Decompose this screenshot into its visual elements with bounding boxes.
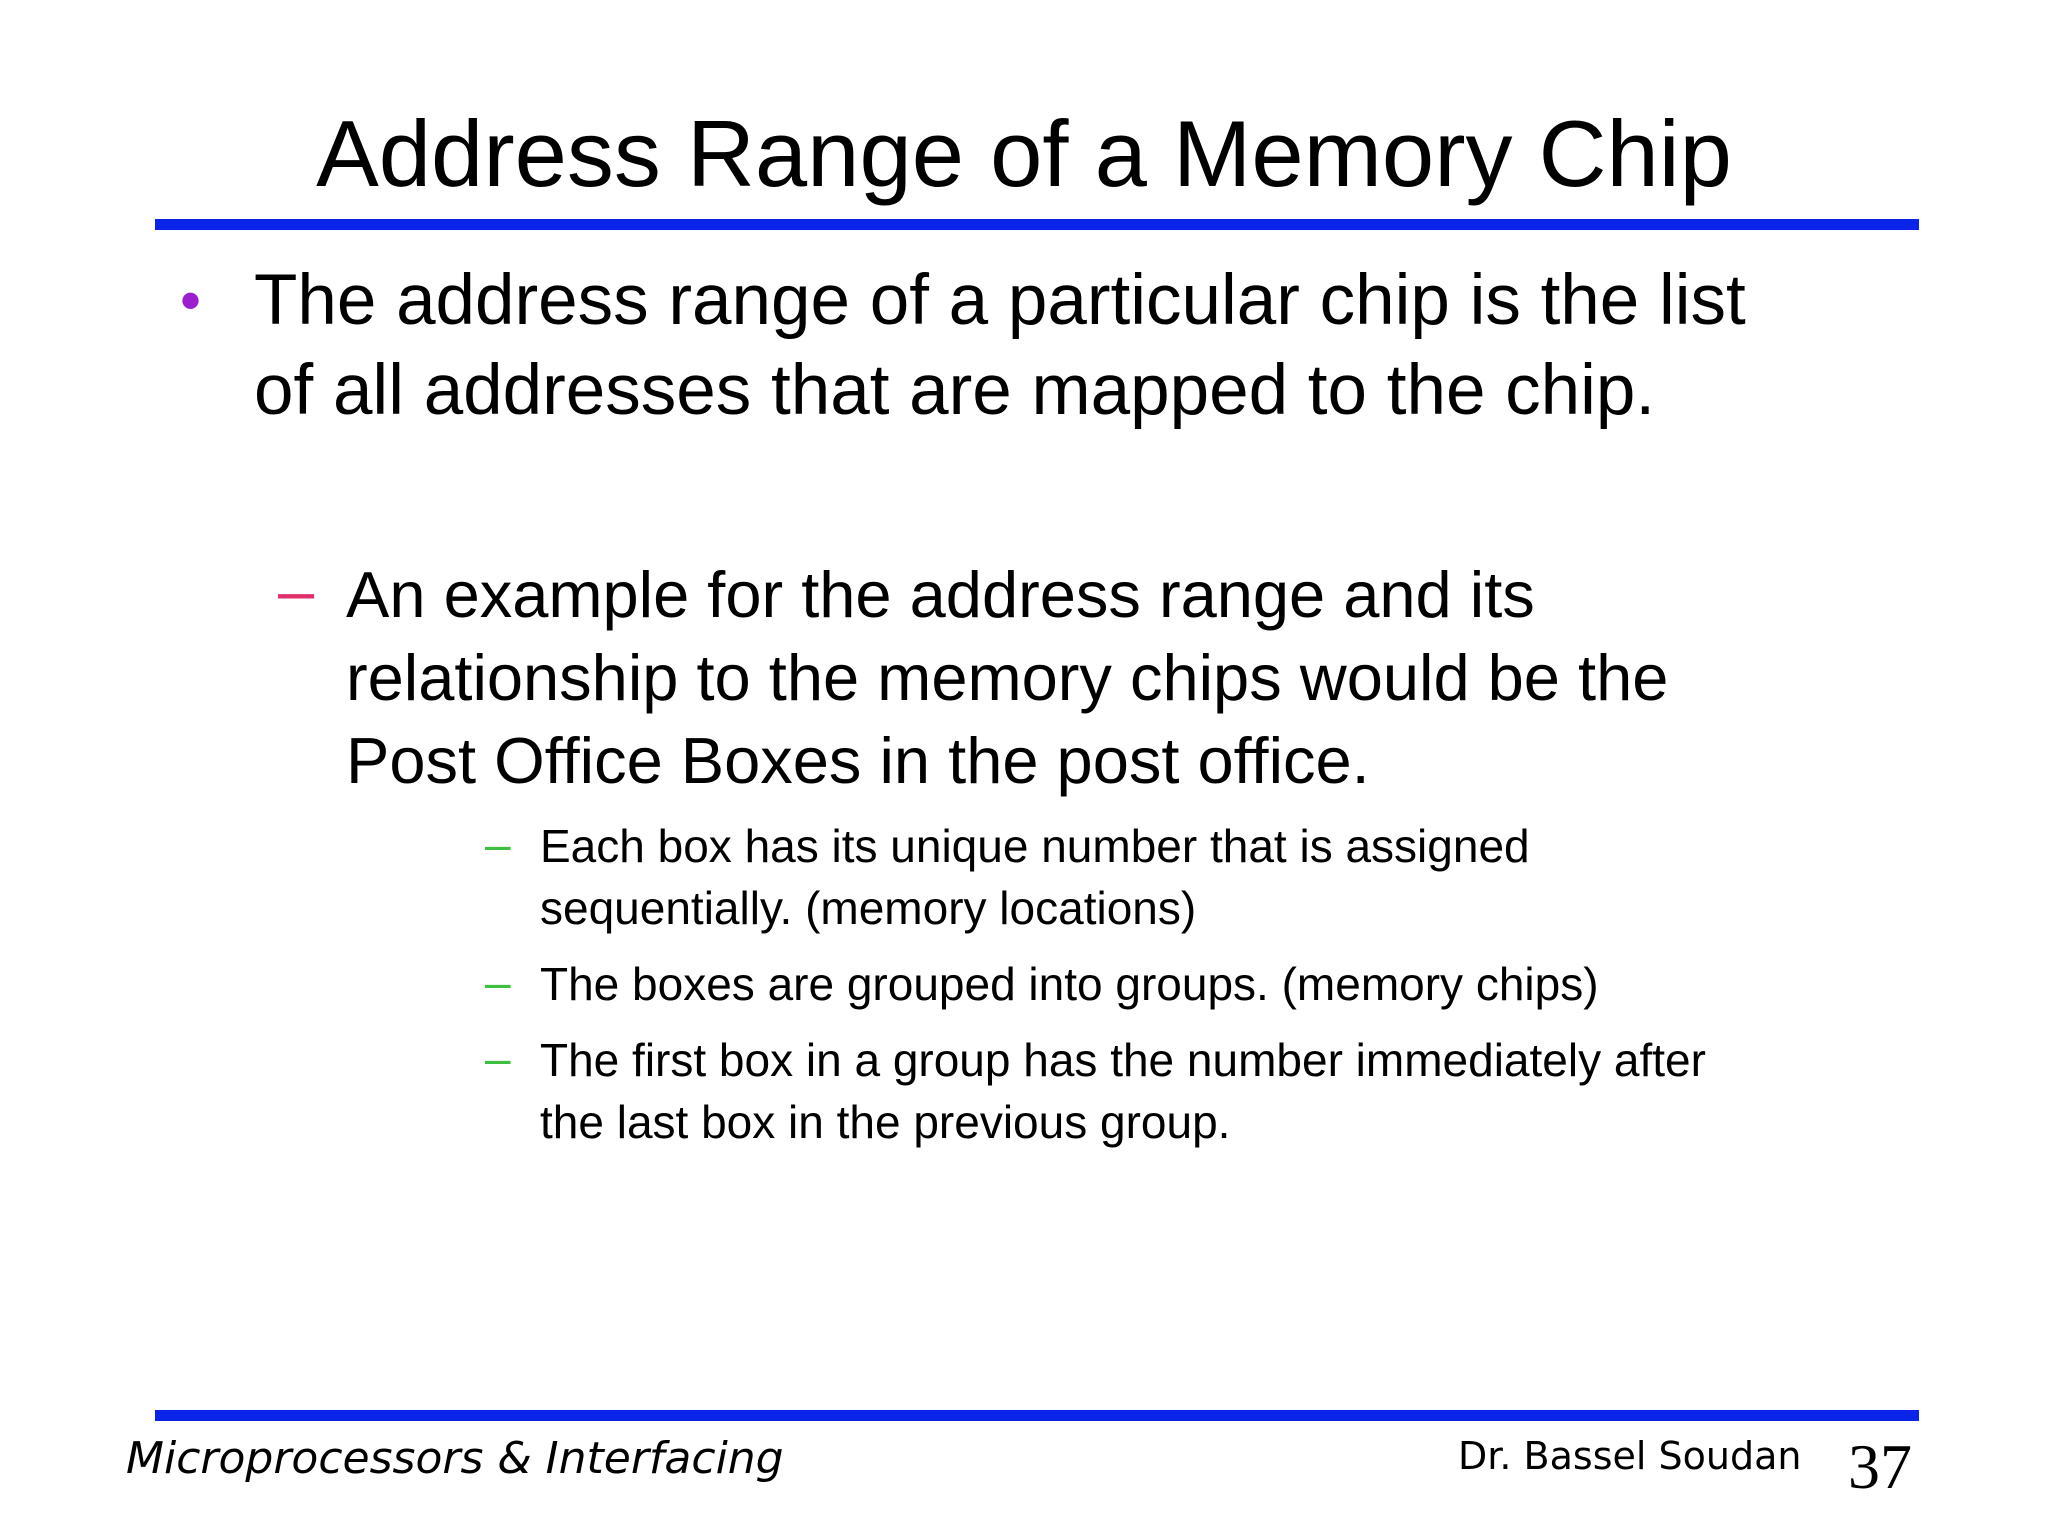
bullet-text-line: The boxes are grouped into groups. (memory chips)	[540, 958, 1599, 1010]
bullet-marker: •	[180, 267, 202, 334]
page-number: 37	[1848, 1431, 1912, 1502]
bullet-text-line: the last box in the previous group.	[540, 1096, 1231, 1148]
bullet-text-line: relationship to the memory chips would be the	[346, 641, 1669, 714]
dash-marker: –	[278, 554, 315, 627]
bullet-text-line: of all addresses that are mapped to the chip.	[254, 351, 1656, 430]
bullet-text-line: An example for the address range and its	[346, 558, 1535, 631]
subdash-marker: –	[485, 956, 511, 1008]
footer-course: Microprocessors & Interfacing	[126, 1433, 784, 1484]
bullet-text-line: sequentially. (memory locations)	[540, 882, 1197, 934]
bullet-text-line: The first box in a group has the number immediately after	[540, 1034, 1706, 1086]
bullet-text-line: Each box has its unique number that is assigned	[540, 820, 1530, 872]
bullet-text-line: The address range of a particular chip is the list	[254, 261, 1746, 340]
footer-rule	[155, 1410, 1919, 1421]
title-underline	[155, 219, 1919, 230]
subdash-marker: –	[485, 1032, 511, 1084]
slide-title: Address Range of a Memory Chip	[316, 101, 1732, 206]
bullet-text-line: Post Office Boxes in the post office.	[346, 724, 1370, 797]
subdash-marker: –	[485, 818, 511, 870]
footer-author: Dr. Bassel Soudan	[1458, 1434, 1802, 1478]
